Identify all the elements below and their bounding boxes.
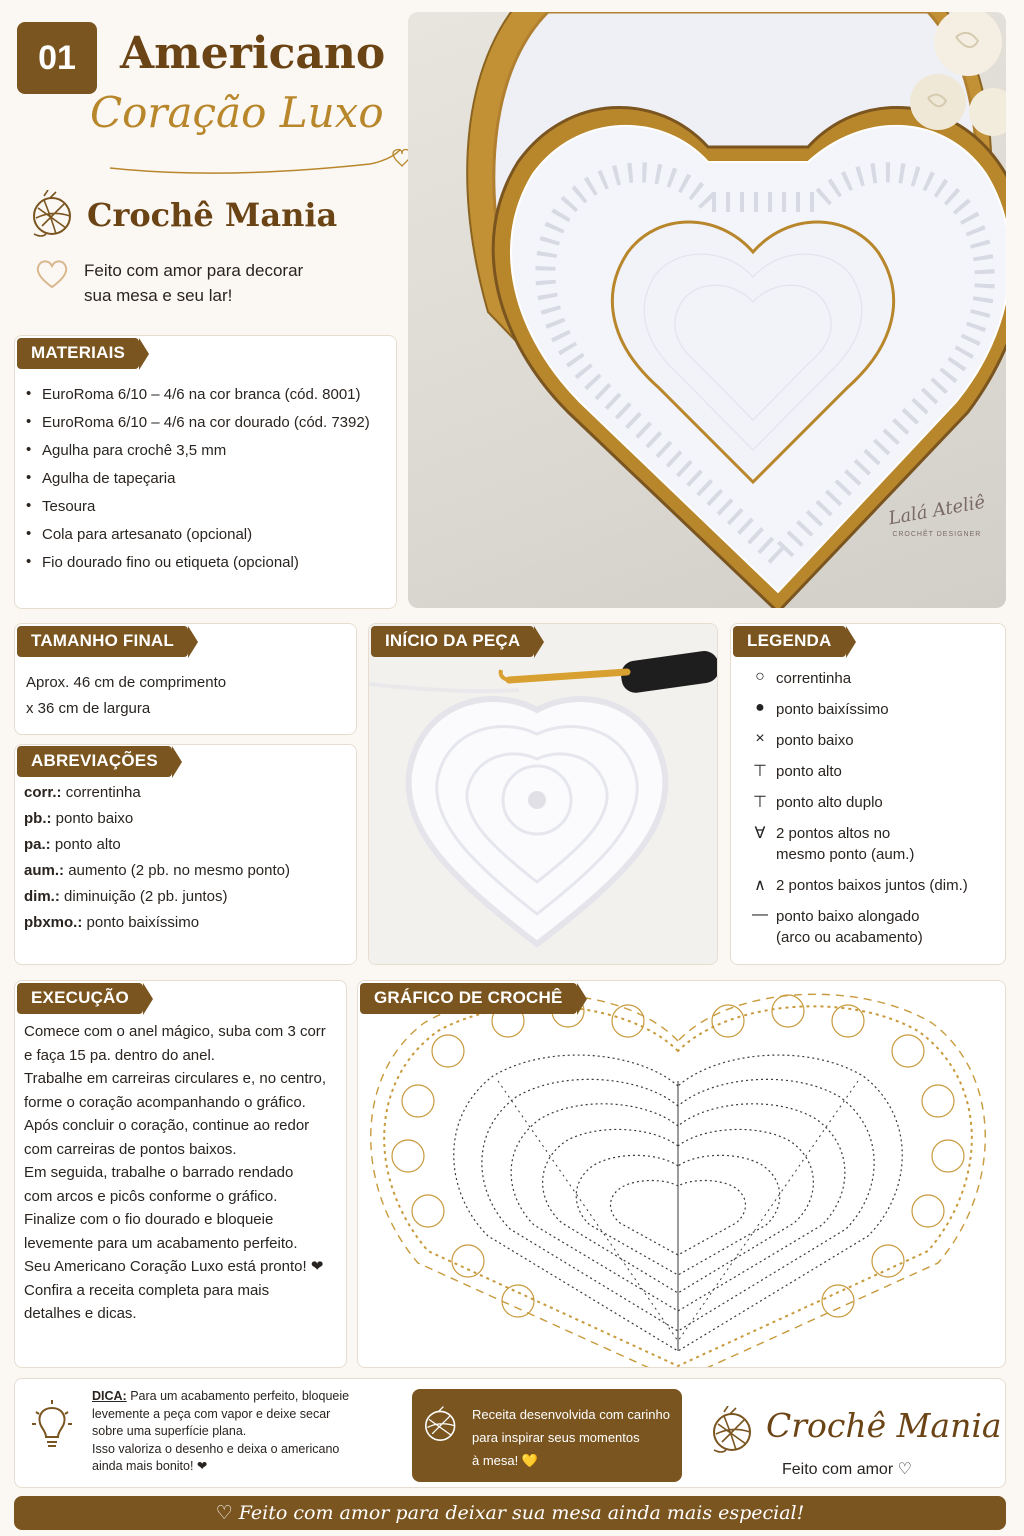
size-line2: x 36 cm de largura (26, 700, 151, 717)
abbreviations-label: ABREVIAÇÕES (17, 746, 172, 777)
list-item: corr.: correntinha (24, 784, 141, 801)
legend-list (744, 668, 1000, 958)
execution-line: forme o coração acompanhando o gráfico. (24, 1093, 306, 1111)
legend-item: ∧ 2 pontos baixos juntos (dim.) (744, 875, 1000, 896)
treble-crochet-icon: ⊤ (753, 794, 767, 811)
tip-line: sobre uma superfície plana. (92, 1424, 247, 1438)
materials-label: MATERIAIS (17, 338, 139, 369)
list-item: • Cola para artesanato (opcional) (26, 526, 396, 543)
legend-item: — ponto baixo alongado (arco ou acabamento) (744, 906, 1000, 948)
tip-line: ainda mais bonito! ❤ (92, 1459, 208, 1473)
yarn-ball-logo-icon (30, 190, 76, 240)
slip-stitch-icon: ● (755, 699, 765, 716)
flourish-heart-icon (100, 138, 420, 178)
tip-text (92, 1388, 402, 1476)
footer-brand-name: Crochê Mania (766, 1406, 1002, 1445)
heart-outline-icon (34, 258, 70, 290)
legend-item: × ponto baixo (744, 730, 1000, 751)
execution-line: Seu Americano Coração Luxo está pronto! ❤ (24, 1258, 324, 1275)
promo-text (472, 1403, 670, 1472)
tip-title: DICA: (92, 1389, 127, 1403)
tagline-line1: Feito com amor para decorar (84, 261, 304, 280)
size-line1: Aprox. 46 cm de comprimento (26, 674, 227, 691)
photo-signature (886, 491, 987, 538)
signature-role: CROCHÊT DESIGNER (892, 531, 982, 538)
number-badge (17, 22, 97, 94)
legend-item: ∀ 2 pontos altos no mesmo ponto (aum.) (744, 823, 1000, 865)
crochet-chart-diagram (358, 981, 1006, 1368)
chart-label: GRÁFICO DE CROCHÊ (360, 983, 577, 1014)
size-label: TAMANHO FINAL (17, 626, 188, 657)
chart-card (357, 980, 1006, 1368)
single-crochet-icon: × (755, 730, 765, 747)
execution-line: Em seguida, trabalhe o barrado rendado (24, 1164, 294, 1181)
promo-line: para inspirar seus momentos (472, 1430, 640, 1445)
page-title: Americano (120, 28, 386, 79)
list-item: • EuroRoma 6/10 – 4/6 na cor branca (cód. 8001) (26, 386, 396, 403)
execution-label: EXECUÇÃO (17, 983, 143, 1014)
signature-name: Lalá Ateliê (886, 491, 987, 530)
hero-photo (408, 12, 1006, 608)
list-item: • Agulha de tapeçaria (26, 470, 396, 487)
execution-line: detalhes e dicas. (24, 1305, 137, 1322)
footer-brand-tagline: Feito com amor ♡ (782, 1461, 912, 1478)
list-item: • Agulha para crochê 3,5 mm (26, 442, 396, 459)
execution-text (24, 1020, 344, 1326)
promo-line: à mesa! 💛 (472, 1453, 539, 1468)
abbreviations-list (24, 784, 290, 940)
size-text (26, 670, 226, 722)
legend-item: ⊤ ponto alto duplo (744, 792, 1000, 813)
execution-line: com arcos e picôs conforme o gráfico. (24, 1187, 278, 1205)
execution-line: e faça 15 pa. dentro do anel. (24, 1046, 215, 1064)
list-item: aum.: aumento (2 pb. no mesmo ponto) (24, 862, 290, 879)
list-item: • Tesoura (26, 498, 396, 515)
promo-line: Receita desenvolvida com carinho (472, 1407, 670, 1422)
list-item: • Fio dourado fino ou etiqueta (opcional) (26, 554, 396, 571)
legend-item: ⊤ ponto alto (744, 761, 1000, 782)
double-crochet-icon: ⊤ (753, 763, 767, 780)
yarn-ball-icon (422, 1405, 460, 1445)
promo-box (412, 1389, 682, 1482)
chain-stitch-icon: ○ (755, 668, 765, 685)
start-photo (369, 624, 718, 965)
brand-name: Crochê Mania (87, 196, 338, 234)
tagline (84, 258, 303, 308)
increase-icon: ∀ (754, 825, 766, 842)
execution-line: Finalize com o fio dourado e bloqueie (24, 1211, 274, 1228)
legend-item: ● ponto baixíssimo (744, 699, 1000, 720)
execution-line: levemente para um acabamento perfeito. (24, 1234, 298, 1252)
execution-line: Comece com o anel mágico, suba com 3 corr (24, 1023, 326, 1040)
materials-list (26, 386, 396, 582)
tip-line: Isso valoriza o desenho e deixa o americano (92, 1441, 340, 1456)
execution-line: Trabalhe em carreiras circulares e, no centro, (24, 1070, 327, 1087)
start-label: INÍCIO DA PEÇA (371, 626, 534, 657)
tagline-line2: sua mesa e seu lar! (84, 286, 233, 305)
legend-item: ○ correntinha (744, 668, 1000, 689)
execution-line: Após concluir o coração, continue ao redor (24, 1117, 310, 1134)
start-card (368, 623, 718, 965)
footer-banner (14, 1496, 1006, 1530)
list-item: pb.: ponto baixo (24, 810, 134, 827)
list-item: dim.: diminuição (2 pb. juntos) (24, 888, 228, 905)
execution-line: Confira a receita completa para mais (24, 1281, 270, 1299)
long-stitch-icon: — (752, 906, 768, 923)
page-subtitle: Coração Luxo (90, 88, 384, 137)
decrease-icon: ∧ (754, 877, 766, 894)
tip-line: levemente a peça com vapor e deixe secar (92, 1406, 331, 1421)
legend-label: LEGENDA (733, 626, 846, 657)
list-item: pbxmo.: ponto baixíssimo (24, 914, 200, 931)
yarn-ball-logo-icon (710, 1406, 756, 1456)
footer-banner-text: ♡ Feito com amor para deixar sua mesa ainda mais especial! (215, 1502, 805, 1524)
execution-line: com carreiras de pontos baixos. (24, 1140, 237, 1158)
list-item: pa.: ponto alto (24, 836, 121, 853)
lightbulb-icon (32, 1400, 72, 1452)
number-text: 01 (38, 38, 76, 77)
list-item: • EuroRoma 6/10 – 4/6 na cor dourado (cód. 7392) (26, 414, 396, 431)
tip-line: Para um acabamento perfeito, bloqueie (130, 1389, 350, 1403)
